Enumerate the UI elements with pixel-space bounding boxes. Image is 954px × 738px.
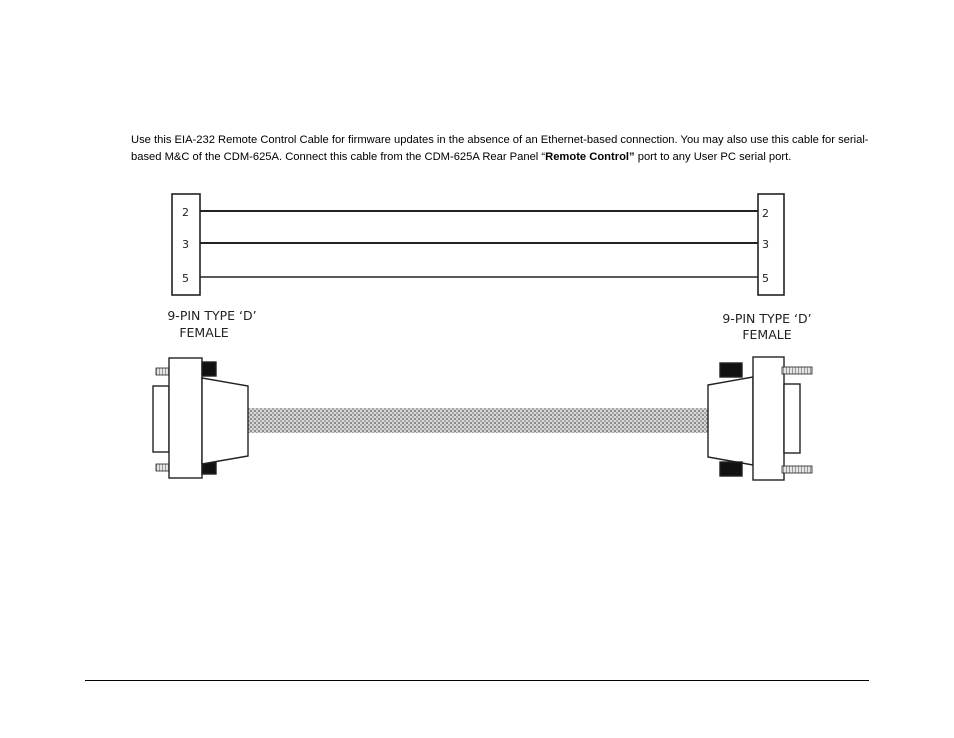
right-connector-gender: FEMALE xyxy=(742,327,792,342)
cable-diagram-svg xyxy=(138,186,826,490)
cable-diagram xyxy=(138,186,826,490)
left-connector-label: 9-PIN TYPE ‘D’ xyxy=(167,308,257,323)
right-pin-number: 2 xyxy=(762,207,769,220)
paragraph-text-2: port to any User PC serial port. xyxy=(634,151,792,164)
left-pin-number: 5 xyxy=(182,272,189,285)
left-connector-gender: FEMALE xyxy=(179,325,229,340)
instruction-paragraph xyxy=(131,132,871,166)
left-pin-number: 2 xyxy=(182,206,189,219)
right-pin-number: 3 xyxy=(762,238,769,251)
remote-control-port-name: Remote Control” xyxy=(545,151,635,164)
right-pin-number: 5 xyxy=(762,272,769,285)
left-db9-connector xyxy=(153,358,248,478)
braided-cable xyxy=(248,408,708,433)
right-connector-label: 9-PIN TYPE ‘D’ xyxy=(722,311,812,326)
pinout-schematic xyxy=(172,194,784,295)
footer-divider xyxy=(85,680,869,681)
paragraph-text-1: Use this EIA-232 Remote Control Cable for firmware updates in the absence of an Ethernet-based connection. You may also use this cable for serial-based M&C of the CDM-625A. Connect this cable from the CDM-625A Rear Panel “ xyxy=(131,134,869,164)
left-pin-number: 3 xyxy=(182,238,189,251)
right-db9-connector xyxy=(708,357,812,480)
